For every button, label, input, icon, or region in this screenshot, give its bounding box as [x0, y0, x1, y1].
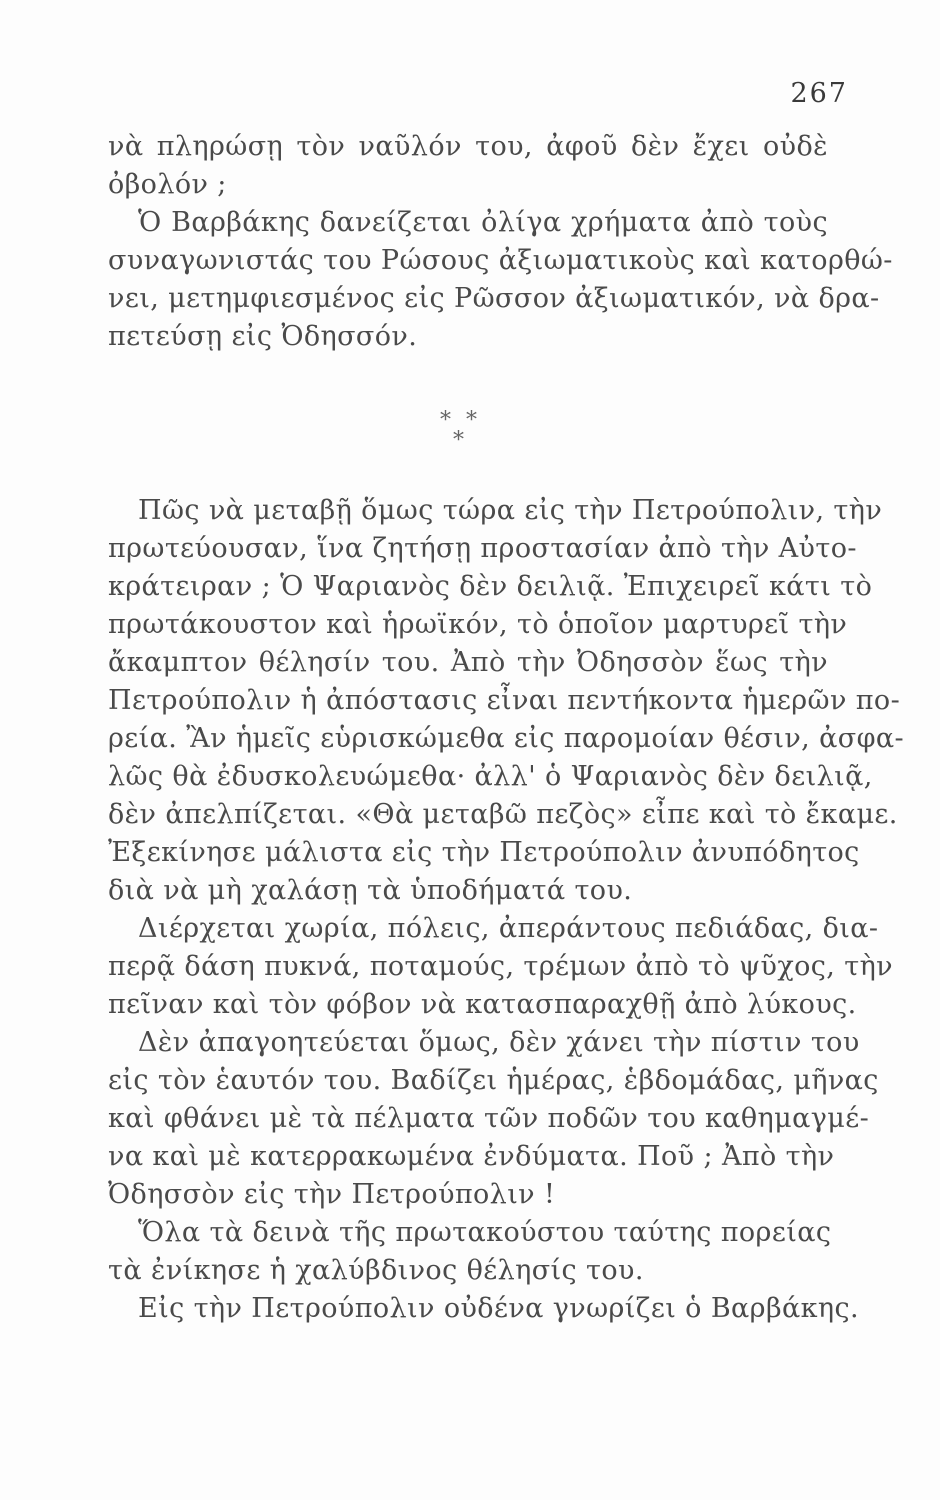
text-line: διὰ νὰ μὴ χαλάσῃ τὰ ὑποδήματά του.: [108, 875, 633, 906]
text-line: Πετρούπολιν ἡ ἀπόστασις εἶναι πεντήκοντα ἡμερῶν πο-: [108, 685, 901, 716]
text-line: Ἐξεκίνησε μάλιστα εἰς τὴν Πετρούπολιν ἀνυπόδητος: [108, 837, 860, 868]
text-line: πρωτεύουσαν, ἵνα ζητήσῃ προστασίαν ἀπὸ τὴν Αὐτο-: [108, 533, 857, 564]
text-line: καὶ φθάνει μὲ τὰ πέλματα τῶν ποδῶν του καθημαγμέ-: [108, 1103, 870, 1134]
separator-star: *: [466, 408, 477, 433]
text-line: να καὶ μὲ κατερρακωμένα ἐνδύματα. Ποῦ ; Ἀπὸ τὴν: [108, 1141, 835, 1172]
text-block-main: [108, 492, 905, 1328]
text-line: πρωτάκουστον καὶ ἡρωϊκόν, τὸ ὁποῖον μαρτυρεῖ τὴν: [108, 609, 848, 640]
text-line: λῶς θὰ ἐδυσκολευώμεθα· ἀλλ' ὁ Ψαριανὸς δὲν δειλιᾷ,: [108, 761, 873, 792]
text-line: Ὅλα τὰ δεινὰ τῆς πρωτακούστου ταύτης πορείας: [138, 1217, 832, 1248]
separator-star: *: [453, 428, 464, 453]
text-line: Δὲν ἀπαγοητεύεται ὅμως, δὲν χάνει τὴν πίστιν του: [138, 1027, 860, 1058]
text-line: ρεία. Ἂν ἡμεῖς εὑρισκώμεθα εἰς παρομοίαν θέσιν, ἀσφα-: [108, 723, 905, 754]
separator-star: *: [440, 408, 451, 433]
text-line: Διέρχεται χωρία, πόλεις, ἀπεράντους πεδιάδας, δια-: [138, 913, 879, 944]
text-line: δὲν ἀπελπίζεται. «Θὰ μεταβῶ πεζὸς» εἶπε καὶ τὸ ἔκαμε.: [108, 799, 898, 830]
text-line: ἄκαμπτον θέλησίν του. Ἀπὸ τὴν Ὀδησσὸν ἕως τὴν: [108, 647, 828, 678]
text-line: Ὀδησσὸν εἰς τὴν Πετρούπολιν !: [108, 1179, 556, 1210]
text-line: τὰ ἐνίκησε ἡ χαλύβδινος θέλησίς του.: [108, 1255, 644, 1286]
text-line: πεῖναν καὶ τὸν φόβον νὰ κατασπαραχθῇ ἀπὸ λύκους.: [108, 989, 857, 1020]
text-line: Πῶς νὰ μεταβῇ ὅμως τώρα εἰς τὴν Πετρούπολιν, τὴν: [138, 495, 883, 526]
text-line: νει, μετημφιεσμένος εἰς Ρῶσσον ἀξιωματικόν, νὰ δρα-: [108, 283, 880, 314]
page-number: 267: [790, 78, 848, 109]
text-line: ὀβολόν ;: [108, 169, 227, 200]
text-line: κράτειραν ; Ὁ Ψαριανὸς δὲν δειλιᾷ. Ἐπιχειρεῖ κάτι τὸ: [108, 571, 873, 602]
text-line: πετεύσῃ εἰς Ὀδησσόν.: [108, 321, 418, 352]
text-line: Εἰς τὴν Πετρούπολιν οὐδένα γνωρίζει ὁ Βαρβάκης.: [138, 1293, 859, 1324]
text-line: νὰ πληρώσῃ τὸν ναῦλόν του, ἀφοῦ δὲν ἔχει οὐδὲ: [108, 131, 828, 162]
text-line: Ὁ Βαρβάκης δανείζεται ὀλίγα χρήματα ἀπὸ τοὺς: [138, 207, 828, 238]
text-line: περᾷ δάση πυκνά, ποταμούς, τρέμων ἀπὸ τὸ ψῦχος, τὴν: [108, 951, 893, 982]
text-block-top: [108, 128, 893, 356]
section-separator: [440, 408, 500, 458]
text-line: συναγωνιστάς του Ρώσους ἀξιωματικοὺς καὶ κατορθώ-: [108, 245, 893, 276]
text-line: εἰς τὸν ἑαυτόν του. Βαδίζει ἡμέρας, ἑβδομάδας, μῆνας: [108, 1065, 879, 1096]
